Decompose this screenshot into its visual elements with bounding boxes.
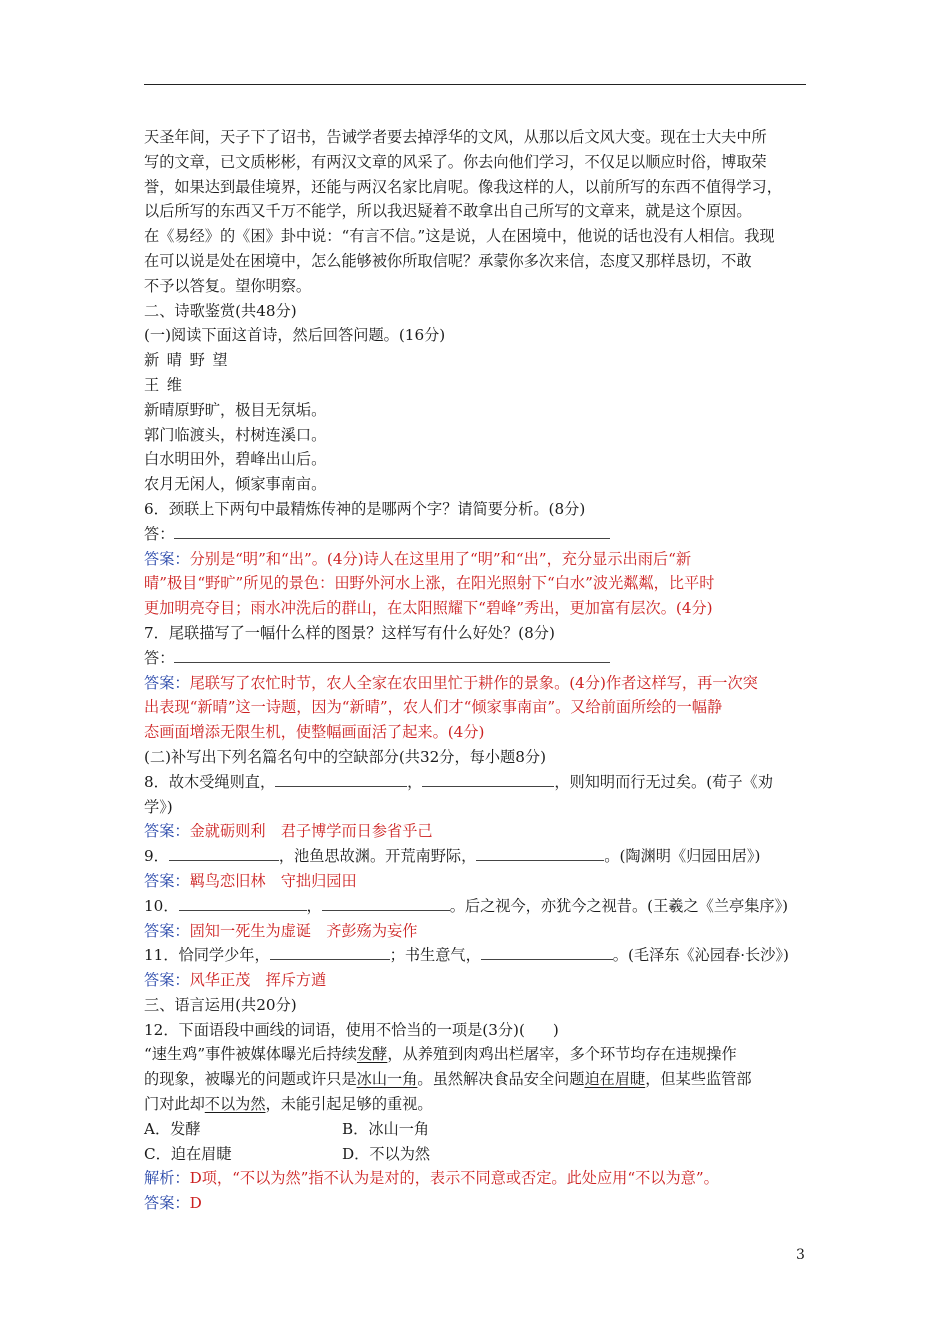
answer-text: 尾联写了农忙时节，农人全家在农田里忙于耕作的景象。(4分)作者这样写，再一次突 (189, 673, 758, 692)
answer-label: 答案： (144, 673, 190, 692)
underlined-term: 迫在眉睫 (584, 1070, 646, 1089)
question-text: ) (552, 1020, 559, 1039)
fill-blank (322, 895, 450, 911)
q12-options-row (144, 1117, 809, 1142)
answer-text: 态画面增添无限生机，使整幅画面活了起来。(4分) (144, 723, 485, 742)
q8-question (144, 770, 809, 795)
q6-answer (144, 547, 809, 572)
q10-question (144, 894, 809, 919)
q11-answer (144, 968, 809, 993)
intro-line: 以后所写的东西又千万不能学，所以我迟疑着不敢拿出自己所写的文章来，就是这个原因。 (144, 202, 752, 221)
intro-line: 在《易经》的《困》卦中说：“有言不信。”这是说，人在困境中，他说的话也没有人相信。我现 (144, 227, 775, 246)
underlined-term: 不以为然 (204, 1095, 266, 1114)
question-text: 8．故木受绳则直， (144, 772, 276, 791)
q6-question: 6．颈联上下两句中最精炼传神的是哪两个字？请简要分析。(8分) (144, 499, 586, 518)
page-number: 3 (796, 1247, 805, 1263)
q6-answer-line (144, 522, 809, 547)
analysis-label: 解析： (144, 1169, 190, 1188)
poem-title: 新晴野望 (144, 351, 236, 370)
passage-text: “速生鸡”事件被媒体曝光后持续 (144, 1045, 357, 1064)
answer-text: 出表现“新晴”这一诗题，因为“新晴”，农人们才“倾家事南亩”。又给前面所绘的一幅静 (144, 698, 723, 717)
q8-answer (144, 819, 809, 844)
answer-text: 固知一死生为虚诞 齐彭殇为妄作 (189, 921, 418, 940)
answer-blank (174, 647, 610, 663)
q12-options-row (144, 1142, 809, 1167)
q8-question-cont: 学》) (144, 797, 173, 816)
poem-line: 郭门临渡头，村树连溪口。 (144, 425, 327, 444)
section3-heading: 三、语言运用(共20分) (144, 995, 297, 1014)
q9-answer (144, 869, 809, 894)
question-text: 12．下面语段中画线的词语，使用不恰当的一项是(3分)( (144, 1020, 525, 1039)
intro-line: 誉，如果达到最佳境界，还能与两汉名家比肩呢。像我这样的人，以前所写的东西不值得学习， (144, 177, 782, 196)
question-text: 9． (144, 847, 169, 866)
q12-answer (144, 1191, 809, 1216)
answer-text: 金就砺则利 君子博学而日参省乎己 (189, 822, 433, 841)
header-rule (144, 84, 806, 85)
question-text: ；书生意气， (389, 946, 481, 965)
fill-blank (481, 944, 613, 960)
q12-analysis (144, 1166, 809, 1191)
fill-blank (422, 771, 554, 787)
answer-blank (174, 523, 610, 539)
passage-text: ，但某些监管部 (645, 1070, 752, 1089)
answer-text: 更加明亮夺目；雨水冲洗后的群山，在太阳照耀下“碧峰”秀出，更加富有层次。(4分) (144, 599, 713, 618)
question-text: ，池鱼思故渊。开荒南野际， (278, 847, 477, 866)
fill-blank (270, 944, 390, 960)
poem-line: 白水明田外，碧峰出山后。 (144, 450, 327, 469)
answer-text: 羁鸟恋旧林 守拙归园田 (189, 871, 357, 890)
q12-passage-line (144, 1092, 809, 1117)
q12-passage-line (144, 1067, 809, 1092)
answer-label: 答案： (144, 921, 190, 940)
passage-text: ，未能引起足够的重视。 (265, 1095, 433, 1114)
answer-text: 分别是“明”和“出”。(4分)诗人在这里用了“明”和“出”，充分显示出雨后“新 (189, 549, 692, 568)
answer-label: 答案： (144, 549, 190, 568)
document-body (144, 125, 809, 1216)
question-text: ， (306, 896, 322, 915)
poem-author: 王维 (144, 375, 190, 394)
fill-blank (179, 895, 307, 911)
answer-label: 答案： (144, 822, 190, 841)
intro-line: 天圣年间，天子下了诏书，告诫学者要去掉浮华的文风，从那以后文风大变。现在士大夫中所 (144, 128, 767, 146)
poem-line: 新晴原野旷，极目无氛垢。 (144, 400, 327, 419)
section2-heading: 二、诗歌鉴赏(共48分) (144, 301, 297, 320)
answer-text: 风华正茂 挥斥方遒 (189, 971, 327, 990)
question-text: ，则知明而行无过矣。(荀子《劝 (554, 772, 773, 791)
underlined-term: 冰山一角 (356, 1070, 418, 1089)
option-c: C．迫在眉睫 (144, 1144, 232, 1163)
question-text: 。后之视今，亦犹今之视昔。(王羲之《兰亭集序》) (449, 896, 789, 915)
q11-question (144, 943, 809, 968)
answer-label: 答案： (144, 971, 190, 990)
fill-blank (169, 845, 279, 861)
sub2-heading: (二)补写出下列名篇名句中的空缺部分(共32分，每小题8分) (144, 747, 547, 766)
analysis-text: D项，“不以为然”指不认为是对的，表示不同意或否定。此处应用“不以为意”。 (189, 1169, 719, 1188)
question-text: 。(陶渊明《归园田居》) (604, 847, 761, 866)
sub1-heading: (一)阅读下面这首诗，然后回答问题。(16分) (144, 326, 446, 345)
passage-text: 门对此却 (144, 1095, 205, 1114)
q7-question: 7．尾联描写了一幅什么样的图景？这样写有什么好处？(8分) (144, 623, 555, 642)
passage-text: 。虽然解决食品安全问题 (417, 1070, 585, 1089)
answer-prompt: 答： (144, 648, 175, 667)
passage-text: 的现象，被曝光的问题或许只是 (144, 1070, 357, 1089)
q12-passage-line (144, 1042, 809, 1067)
option-a: A．发酵 (144, 1119, 201, 1138)
answer-label: 答案： (144, 1194, 190, 1213)
answer-label: 答案： (144, 871, 190, 890)
question-text: 。(毛泽东《沁园春·长沙》) (612, 946, 789, 965)
question-text: 11．恰同学少年， (144, 946, 270, 965)
q12-question (144, 1018, 809, 1043)
answer-prompt: 答： (144, 524, 175, 543)
question-text: ， (407, 772, 423, 791)
q9-question (144, 844, 809, 869)
answer-text: 晴”极目“野旷”所见的景色：田野外河水上涨，在阳光照射下“白水”波光粼粼，比平时 (144, 574, 715, 593)
underlined-term: 发酵 (356, 1045, 388, 1064)
answer-text: D (189, 1194, 202, 1213)
option-d: D．不以为然 (342, 1144, 431, 1163)
fill-blank (476, 845, 604, 861)
question-text: 10． (144, 896, 179, 915)
option-b: B．冰山一角 (342, 1119, 430, 1138)
intro-line: 在可以说是处在困境中，怎么能够被你所取信呢？承蒙你多次来信，态度又那样恳切，不敢 (144, 251, 752, 270)
passage-text: ，从养殖到肉鸡出栏屠宰，多个环节均存在违规操作 (387, 1045, 737, 1064)
fill-blank (275, 771, 407, 787)
q7-answer-line (144, 646, 809, 671)
q10-answer (144, 919, 809, 944)
q7-answer (144, 671, 809, 696)
intro-line: 写的文章，已文质彬彬，有两汉文章的风采了。你去向他们学习，不仅足以顺应时俗，博取荣 (144, 152, 767, 171)
poem-line: 农月无闲人，倾家事南亩。 (144, 475, 327, 494)
intro-line: 不予以答复。望你明察。 (144, 276, 312, 295)
